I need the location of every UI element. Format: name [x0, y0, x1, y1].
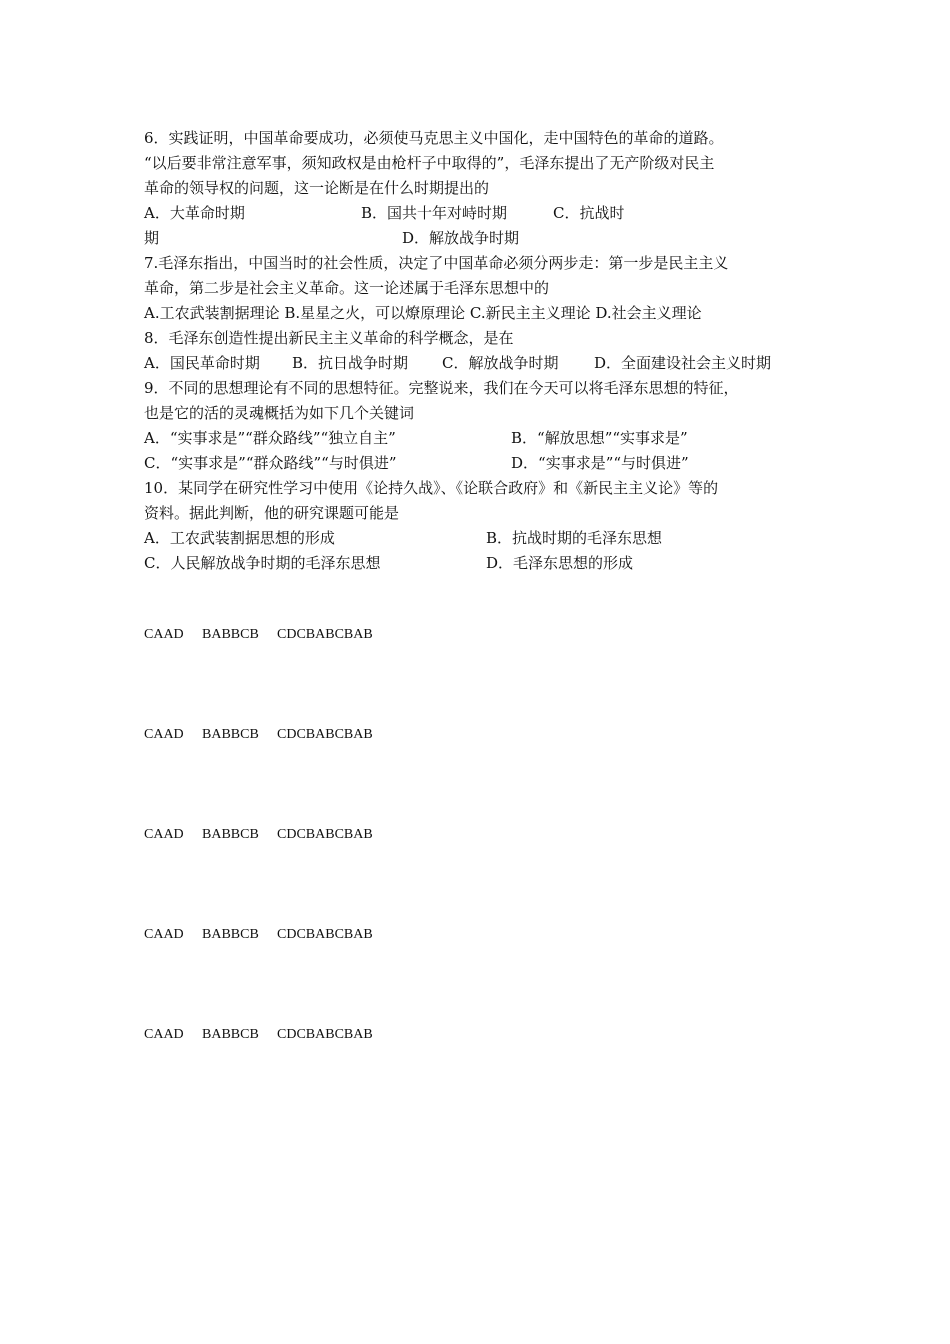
q9-stem-line-2: 也是它的活的灵魂概括为如下几个关键词	[144, 404, 415, 422]
q9-options-row-1	[144, 426, 810, 451]
q9-option-b: B．“解放思想”“实事求是”	[511, 429, 688, 447]
q9-stem-line-1: 9．不同的思想理论有不同的思想特征。完整说来，我们在今天可以将毛泽东思想的特征，	[144, 379, 739, 397]
answer-group-2: BABBCB	[202, 927, 259, 942]
q8-option-b: B．抗日战争时期	[292, 354, 409, 372]
q6-option-c: C．抗战时	[553, 204, 625, 222]
q6-option-b: B．国共十年对峙时期	[361, 204, 508, 222]
q6-option-d: D．解放战争时期	[402, 229, 520, 247]
q6-stem-line-3: 革命的领导权的问题，这一论断是在什么时期提出的	[144, 179, 490, 197]
answer-group-3: CDCBABCBAB	[277, 727, 373, 742]
question-block	[144, 126, 810, 576]
q10-options-row-2	[144, 551, 810, 576]
answer-group-2: BABBCB	[202, 1027, 259, 1042]
answer-key-row	[144, 825, 373, 845]
answer-group-1: CAAD	[144, 627, 184, 642]
answer-key-row	[144, 1025, 373, 1045]
answer-key-row	[144, 725, 373, 745]
q9-option-a: A．“实事求是”“群众路线”“独立自主”	[144, 429, 396, 447]
answer-group-3: CDCBABCBAB	[277, 627, 373, 642]
q10-option-b: B．抗战时期的毛泽东思想	[486, 529, 663, 547]
answer-group-3: CDCBABCBAB	[277, 1027, 373, 1042]
q6-options-row-2	[144, 226, 810, 251]
q7-stem-line-1: 7.毛泽东指出，中国当时的社会性质，决定了中国革命必须分两步走：第一步是民主主义	[144, 254, 729, 272]
answer-group-2: BABBCB	[202, 627, 259, 642]
q7-options: A.工农武装割据理论 B.星星之火，可以燎原理论 C.新民主主义理论 D.社会主义理论	[144, 304, 702, 322]
q6-option-c-wrap: 期	[144, 229, 160, 247]
q6-stem-line-2: “以后要非常注意军事，须知政权是由枪杆子中取得的”，毛泽东提出了无产阶级对民主	[144, 154, 715, 172]
q10-option-d: D．毛泽东思想的形成	[486, 554, 634, 572]
answer-group-2: BABBCB	[202, 827, 259, 842]
answer-group-1: CAAD	[144, 1027, 184, 1042]
q8-option-d: D．全面建设社会主义时期	[594, 354, 772, 372]
q10-options-row-1	[144, 526, 810, 551]
answer-group-1: CAAD	[144, 727, 184, 742]
answer-key-row	[144, 925, 373, 945]
answer-group-2: BABBCB	[202, 727, 259, 742]
q9-options-row-2	[144, 451, 810, 476]
answer-group-1: CAAD	[144, 927, 184, 942]
q6-stem-line-1: 6．实践证明，中国革命要成功，必须使马克思主义中国化，走中国特色的革命的道路。	[144, 129, 724, 147]
answer-group-3: CDCBABCBAB	[277, 927, 373, 942]
q7-stem-line-2: 革命，第二步是社会主义革命。这一论述属于毛泽东思想中的	[144, 279, 550, 297]
q10-option-a: A．工农武装割据思想的形成	[144, 529, 335, 547]
q9-option-c: C．“实事求是”“群众路线”“与时俱进”	[144, 454, 397, 472]
q8-option-a: A．国民革命时期	[144, 354, 260, 372]
answer-key-row	[144, 625, 373, 645]
q10-option-c: C．人民解放战争时期的毛泽东思想	[144, 554, 381, 572]
q10-stem-line-2: 资料。据此判断，他的研究课题可能是	[144, 504, 400, 522]
q6-options-row-1	[144, 201, 810, 226]
q8-options-row	[144, 351, 810, 376]
q6-option-a: A．大革命时期	[144, 204, 245, 222]
q8-stem: 8．毛泽东创造性提出新民主主义革命的科学概念，是在	[144, 329, 514, 347]
answer-group-1: CAAD	[144, 827, 184, 842]
q8-option-c: C．解放战争时期	[442, 354, 559, 372]
q9-option-d: D．“实事求是”“与时俱进”	[511, 454, 689, 472]
q10-stem-line-1: 10．某同学在研究性学习中使用《论持久战》、《论联合政府》和《新民主主义论》等的	[144, 479, 719, 497]
answer-group-3: CDCBABCBAB	[277, 827, 373, 842]
